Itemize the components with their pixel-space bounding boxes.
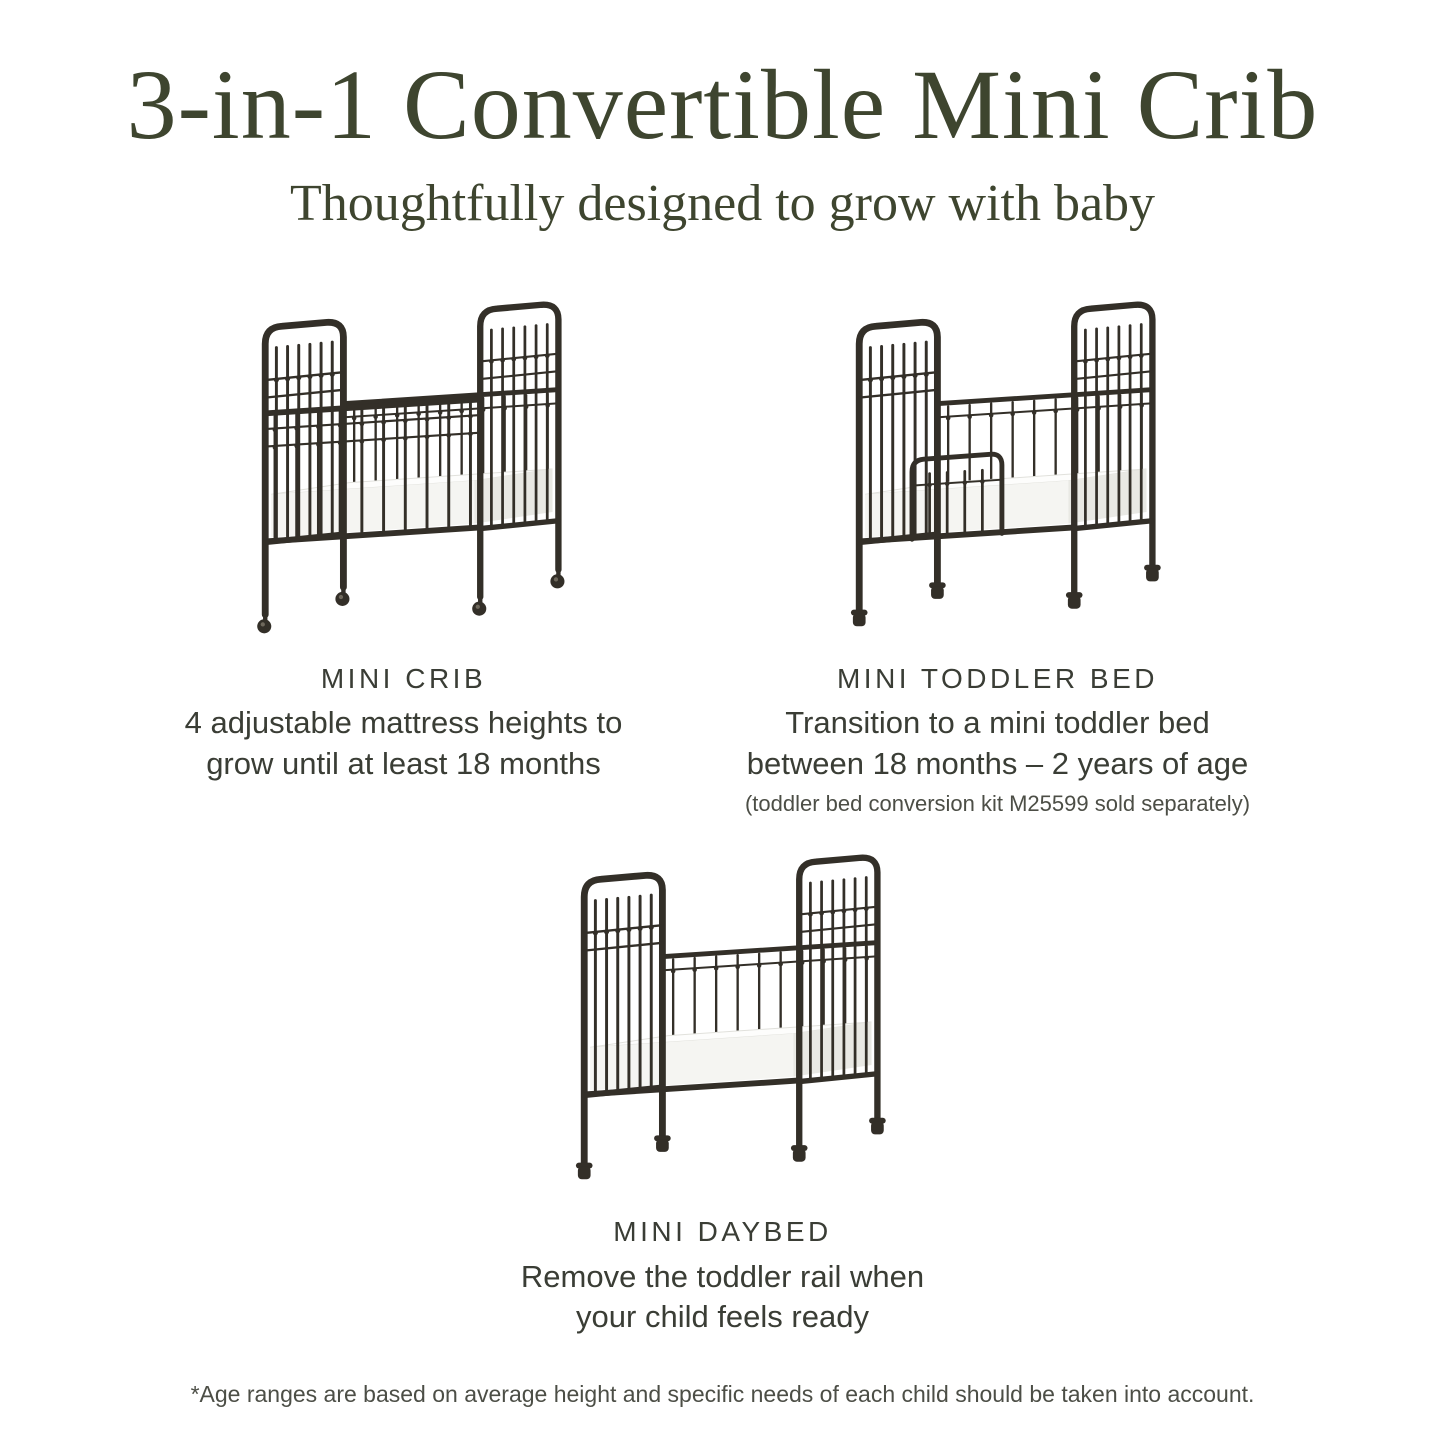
card-label: MINI DAYBED — [613, 1216, 832, 1248]
page-title: 3-in-1 Convertible Mini Crib — [126, 49, 1319, 160]
card-caption — [521, 1201, 924, 1337]
description-line: grow until at least 18 months — [206, 745, 601, 781]
age-range-footnote: *Age ranges are based on average height and specific needs of each child should be taken into account. — [190, 1381, 1255, 1408]
card-mini-daybed — [433, 839, 1013, 1337]
card-mini-toddler-bed — [708, 286, 1288, 818]
description-line: Transition to a mini toddler bed — [785, 705, 1210, 741]
top-row — [114, 286, 1288, 818]
mini-daybed-illustration — [508, 839, 938, 1201]
description-line: 4 adjustable mattress heights to — [184, 705, 623, 741]
description-line: Remove the toddler rail when — [520, 1259, 925, 1295]
bottom-row — [433, 839, 1013, 1337]
card-caption — [185, 648, 623, 784]
conversion-kit-note: (toddler bed conversion kit M25599 sold separately) — [744, 790, 1251, 816]
card-label: MINI CRIB — [320, 662, 487, 694]
page-subtitle: Thoughtfully designed to grow with baby — [289, 175, 1156, 232]
card-description — [747, 703, 1249, 784]
description-line: your child feels ready — [576, 1299, 869, 1335]
card-description — [185, 703, 623, 784]
description-line: between 18 months – 2 years of age — [746, 745, 1249, 781]
mini-crib-illustration — [189, 286, 619, 648]
mini-toddler-bed-illustration — [783, 286, 1213, 648]
card-description — [521, 1257, 924, 1338]
card-caption — [745, 648, 1250, 818]
card-label: MINI TODDLER BED — [836, 662, 1158, 694]
card-mini-crib — [114, 286, 694, 784]
